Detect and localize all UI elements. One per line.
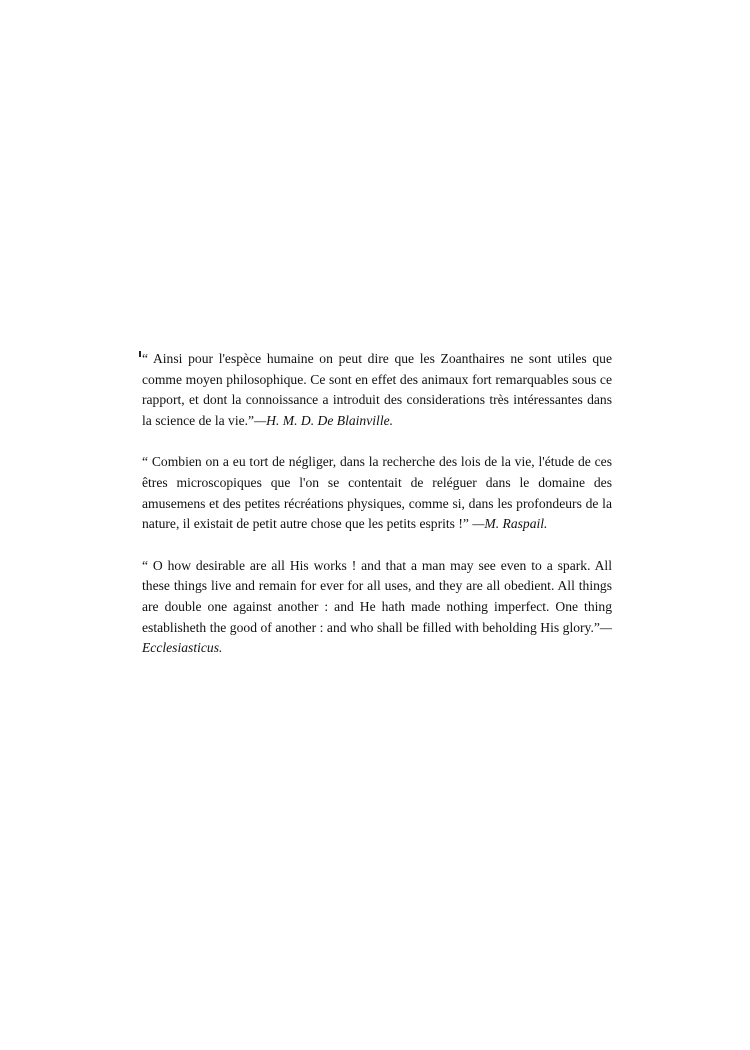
stray-print-mark: [139, 351, 141, 357]
epigraph-attribution: —M. Raspail.: [472, 516, 548, 532]
epigraph-text: “ Ainsi pour l'espèce humaine on peut dire que les Zoanthaires ne sont utiles que comme moyen philosophique. Ce sont en effet des animaux fort remarquables sous ce rapport, et dont la connoissance a introduit des considerations très intéressantes dans la science de la vie.”: [142, 351, 612, 428]
epigraph-blainville: [142, 349, 612, 431]
epigraph-attribution: —H. M. D. De Blainville.: [254, 412, 394, 428]
epigraph-ecclesiasticus: [142, 556, 612, 659]
epigraph-raspail: [142, 452, 612, 534]
epigraph-block: [142, 349, 612, 659]
epigraph-text: “ Combien on a eu tort de négliger, dans la recherche des lois de la vie, l'étude de ces êtres microscopiques que l'on se contentait de reléguer dans le domaine des amusemens et des petites récréations physiques, comme si, dans les profondeurs de la nature, il existait de petit autre chose que les petits esprits !”: [142, 454, 612, 532]
epigraph-text: “ O how desirable are all His works ! and that a man may see even to a spark. All these things live and remain for ever for all uses, and they are all obedient. All things are double one against another : and He hath made nothing imperfect. One thing establisheth the good of another : and who shall be filled with beholding His glory.”: [142, 557, 612, 635]
epigraph-attribution: —Ecclesiasticus.: [142, 619, 612, 656]
